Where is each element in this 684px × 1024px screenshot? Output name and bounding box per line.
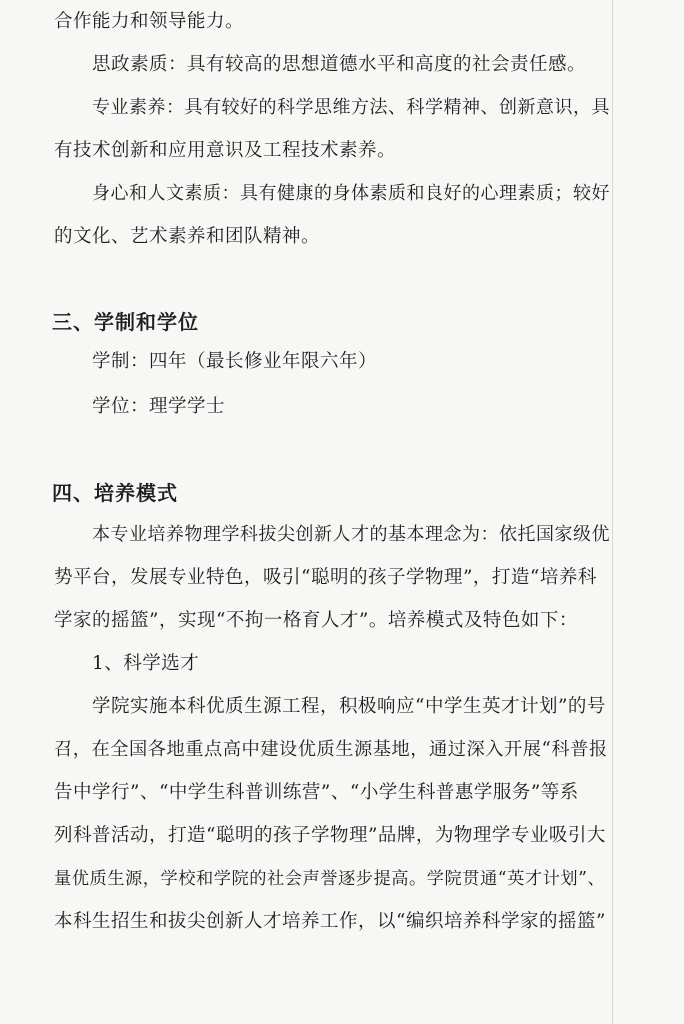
text-line: 列科普活动，打造“聪明的孩子学物理”品牌，为物理学专业吸引大	[54, 825, 606, 846]
text-line: 学家的摇篮”，实现“不拘一格育人才”。培养模式及特色如下：	[54, 610, 578, 631]
text-line: 量优质生源，学校和学院的社会声誉逐步提高。学院贯通“英才计划”、	[54, 869, 606, 889]
text-line: 学院实施本科优质生源工程，积极响应“中学生英才计划”的号	[92, 696, 606, 717]
section-heading: 四、培养模式	[52, 481, 178, 505]
text-line: 专业素养：具有较好的科学思维方法、科学精神、创新意识，具	[92, 97, 610, 118]
text-line: 召，在全国各地重点高中建设优质生源基地，通过深入开展“科普报	[54, 739, 608, 760]
text-line: 学位：理学学士	[92, 396, 226, 417]
text-line: 身心和人文素质：具有健康的身体素质和良好的心理素质；较好	[92, 183, 610, 204]
text-line: 学制：四年（最长修业年限六年）	[92, 351, 378, 372]
section-heading: 三、学制和学位	[52, 310, 199, 334]
text-line: 合作能力和领导能力。	[54, 11, 245, 32]
text-line: 势平台，发展专业特色，吸引“聪明的孩子学物理”，打造“培养科	[54, 567, 597, 588]
text-line: 思政素质：具有较高的思想道德水平和高度的社会责任感。	[92, 54, 587, 75]
text-line: 的文化、艺术素养和团队精神。	[54, 226, 321, 247]
text-line: 本专业培养物理学科拔尖创新人才的基本理念为：依托国家级优	[92, 524, 610, 545]
text-line: 本科生招生和拔尖创新人才培养工作，以“编织培养科学家的摇篮”	[54, 911, 606, 932]
subsection-title: 1、科学选才	[92, 653, 200, 674]
text-line: 告中学行”、“中学生科普训练营”、“小学生科普惠学服务”等系	[54, 782, 579, 803]
page-edge-line	[612, 0, 613, 1024]
text-line: 有技术创新和应用意识及工程技术素养。	[54, 140, 397, 161]
